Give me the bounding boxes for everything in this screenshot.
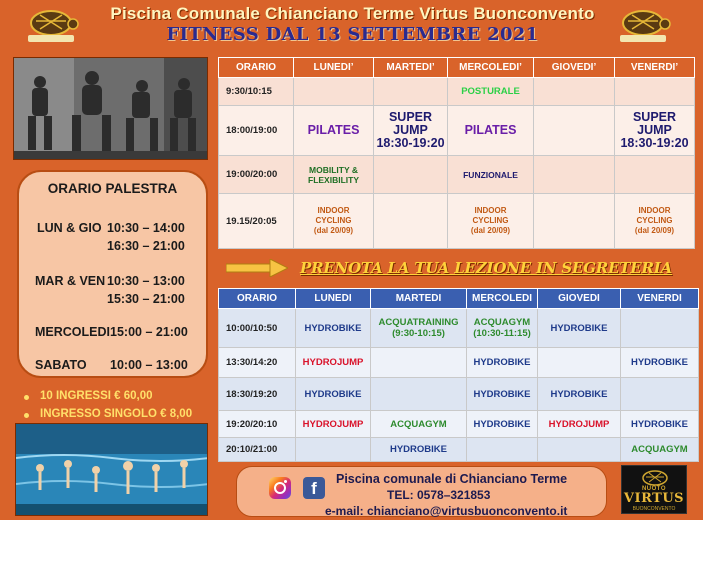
schedule-cell <box>371 438 467 462</box>
class-label: (dal 20/09) <box>634 226 675 235</box>
class-label: PILATES <box>307 123 360 137</box>
contact-name: Piscina comunale di Chianciano Terme <box>336 472 568 486</box>
schedule-cell <box>374 194 448 249</box>
class-label: CYCLING <box>472 216 509 225</box>
class-label: CYCLING <box>636 216 673 225</box>
class-label: HYDROBIKE <box>473 388 531 400</box>
arrow-right-icon <box>226 259 288 277</box>
class-label: POSTURALE <box>461 86 520 97</box>
class-label: MOBILITY & <box>309 164 358 175</box>
schedule-cell <box>296 309 371 348</box>
class-label: HYDROBIKE <box>550 388 608 400</box>
table-row <box>219 348 699 378</box>
class-label: HYDROBIKE <box>630 357 688 368</box>
class-label: HYDROJUMP <box>302 418 364 430</box>
class-label: HYDROBIKE <box>304 322 362 334</box>
schedule-cell <box>448 106 534 156</box>
class-label: SUPER <box>632 110 677 124</box>
class-label: HYDROJUMP <box>548 418 610 430</box>
schedule-cell <box>374 78 448 106</box>
class-label: HYDROBIKE <box>473 357 531 368</box>
schedule-cell <box>538 348 621 378</box>
schedule-cell <box>538 438 621 462</box>
class-label: JUMP <box>393 123 428 137</box>
schedule-cell <box>371 378 467 411</box>
schedule-cell <box>615 156 695 194</box>
class-label: ACQUATRAINING <box>378 317 459 328</box>
palestra-day: SABATO <box>35 358 87 372</box>
table-row <box>219 78 695 106</box>
time-slot: 18:00/19:00 <box>219 106 294 156</box>
schedule-cell <box>534 156 615 194</box>
schedule-cell <box>621 309 699 348</box>
turtle-logo-icon <box>20 5 82 45</box>
time-slot: 19:00/20:00 <box>219 156 294 194</box>
schedule-cell <box>621 438 699 462</box>
column-header: LUNEDI’ <box>294 58 374 78</box>
class-label: SUPER <box>388 110 433 124</box>
schedule-cell <box>615 78 695 106</box>
virtus-logo <box>621 465 687 514</box>
gym-photo <box>13 57 208 160</box>
schedule-cell <box>467 348 538 378</box>
schedule-cell <box>615 106 695 156</box>
class-label: HYDROBIKE <box>389 444 447 455</box>
column-header: MARTEDI <box>371 289 467 309</box>
table-row <box>219 156 695 194</box>
schedule-cell <box>448 194 534 249</box>
class-label: ACQUAGYM <box>473 317 531 328</box>
class-label: 18:30-19:20 <box>620 136 689 150</box>
schedule-cell <box>467 378 538 411</box>
schedule-cell <box>296 378 371 411</box>
schedule-cell <box>467 309 538 348</box>
palestra-hours: 15:30 – 21:00 <box>107 292 185 306</box>
page-title: Piscina Comunale Chianciano Terme Virtus Buonconvento <box>110 4 595 23</box>
class-label: CYCLING <box>315 216 352 225</box>
schedule-cell <box>538 309 621 348</box>
price-item: 10 INGRESSI € 60,00 <box>22 390 192 408</box>
page-subtitle: FITNESS DAL 13 SETTEMBRE 2021 <box>166 24 539 45</box>
class-label: HYDROBIKE <box>473 418 531 430</box>
schedule-cell <box>371 309 467 348</box>
schedule-cell <box>538 411 621 438</box>
class-label: PILATES <box>464 123 517 137</box>
schedule-cell <box>534 194 615 249</box>
class-label: HYDROJUMP <box>302 357 364 368</box>
palestra-hours: 16:30 – 21:00 <box>107 239 185 253</box>
table-row <box>219 309 699 348</box>
contact-box <box>236 466 607 517</box>
column-header: MERCOLEDI’ <box>448 58 534 78</box>
facebook-icon[interactable]: f <box>303 477 325 499</box>
schedule-cell <box>374 156 448 194</box>
schedule-cell <box>621 378 699 411</box>
palestra-hours: 10:00 – 13:00 <box>110 358 188 372</box>
instagram-icon[interactable] <box>269 477 291 499</box>
table-row <box>219 411 699 438</box>
aqua-schedule-table <box>218 288 699 462</box>
schedule-cell <box>534 106 615 156</box>
schedule-cell <box>296 348 371 378</box>
schedule-cell <box>371 411 467 438</box>
schedule-cell <box>467 438 538 462</box>
time-slot: 20:10/21:00 <box>219 438 296 462</box>
table-row <box>219 378 699 411</box>
column-header: ORARIO <box>219 289 296 309</box>
virtus-logo-bottom: BUONCONVENTO <box>632 506 676 512</box>
fitness-schedule-table <box>218 57 695 249</box>
price-list <box>22 390 192 426</box>
time-slot: 9:30/10:15 <box>219 78 294 106</box>
virtus-logo-name: VIRTUS <box>623 491 685 506</box>
contact-email[interactable]: e-mail: chianciano@virtusbuonconvento.it <box>325 504 568 518</box>
pool-photo <box>15 423 208 516</box>
class-label: INDOOR <box>317 206 350 215</box>
time-slot: 19.15/20:05 <box>219 194 294 249</box>
table-header-row <box>219 289 699 309</box>
class-label: (dal 20/09) <box>470 226 511 235</box>
schedule-cell <box>296 438 371 462</box>
time-slot: 19:20/20:10 <box>219 411 296 438</box>
class-label: ACQUAGYM <box>390 418 447 430</box>
column-header: LUNEDI <box>296 289 371 309</box>
class-label: (dal 20/09) <box>313 226 354 235</box>
schedule-cell <box>294 106 374 156</box>
schedule-cell <box>448 78 534 106</box>
contact-phone: TEL: 0578–321853 <box>387 488 491 502</box>
class-label: (9:30-10:15) <box>392 328 445 339</box>
palestra-day: MAR & VEN <box>35 274 106 288</box>
class-label: FLEXIBILITY <box>308 174 359 185</box>
schedule-cell <box>534 78 615 106</box>
time-slot: 13:30/14:20 <box>219 348 296 378</box>
palestra-day: LUN & GIO <box>37 221 102 235</box>
palestra-hours: 15:00 – 21:00 <box>110 325 188 339</box>
orario-palestra-box <box>17 170 208 378</box>
table-row <box>219 194 695 249</box>
schedule-cell <box>294 78 374 106</box>
schedule-cell <box>374 106 448 156</box>
virtus-logo-top: NUOTO <box>641 486 667 492</box>
column-header: VENERDI <box>621 289 699 309</box>
palestra-heading: ORARIO PALESTRA <box>47 181 178 196</box>
class-label: FUNZIONALE <box>463 169 518 180</box>
class-label: INDOOR <box>638 206 671 215</box>
table-row <box>219 106 695 156</box>
table-header-row <box>219 58 695 78</box>
schedule-cell <box>538 378 621 411</box>
booking-notice: PRENOTA LA TUA LEZIONE IN SEGRETERIA <box>300 259 673 277</box>
palestra-hours: 10:30 – 13:00 <box>107 274 185 288</box>
column-header: MARTEDI’ <box>374 58 448 78</box>
schedule-cell <box>448 156 534 194</box>
schedule-cell <box>467 411 538 438</box>
class-label: ACQUAGYM <box>631 444 688 455</box>
class-label: INDOOR <box>474 206 507 215</box>
column-header: MERCOLEDI <box>467 289 538 309</box>
time-slot: 18:30/19:20 <box>219 378 296 411</box>
column-header: ORARIO <box>219 58 294 78</box>
class-label: HYDROBIKE <box>630 418 688 430</box>
schedule-cell <box>615 194 695 249</box>
column-header: VENERDI’ <box>615 58 695 78</box>
price-item: INGRESSO SINGOLO € 8,00 <box>22 408 192 426</box>
palestra-hours: 10:30 – 14:00 <box>107 221 185 235</box>
schedule-cell <box>296 411 371 438</box>
palestra-day: MERCOLEDI <box>35 325 110 339</box>
schedule-cell <box>294 194 374 249</box>
class-label: JUMP <box>637 123 672 137</box>
time-slot: 10:00/10:50 <box>219 309 296 348</box>
schedule-cell <box>294 156 374 194</box>
class-label: HYDROBIKE <box>550 322 608 334</box>
schedule-cell <box>371 348 467 378</box>
schedule-cell <box>621 411 699 438</box>
turtle-logo-icon <box>622 467 688 487</box>
class-label: 18:30-19:20 <box>376 136 445 150</box>
table-row <box>219 438 699 462</box>
schedule-cell <box>621 348 699 378</box>
column-header: GIOVEDI’ <box>534 58 615 78</box>
class-label: HYDROBIKE <box>304 388 362 400</box>
class-label: (10:30-11:15) <box>473 328 531 339</box>
column-header: GIOVEDI <box>538 289 621 309</box>
